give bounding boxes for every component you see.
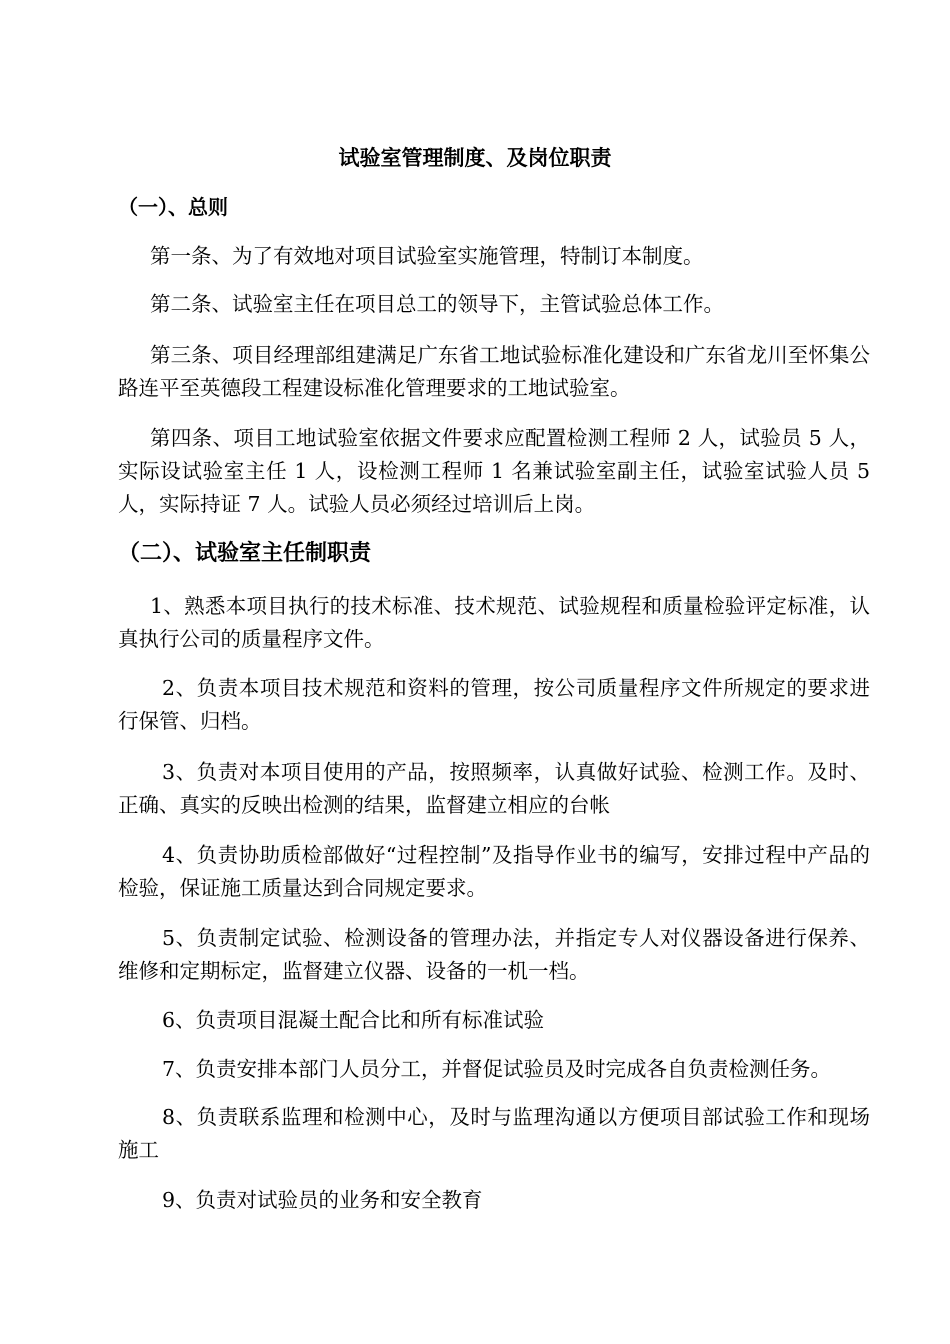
duty-item-8: 8、负责联系监理和检测中心，及时与监理沟通以方便项目部试验工作和现场施工 [118, 1105, 870, 1162]
article-3: 第三条、项目经理部组建满足广东省工地试验标准化建设和广东省龙川至怀集公路连平至英德段工程建设标准化管理要求的工地试验室。 [118, 343, 870, 400]
duty-item-2: 2、负责本项目技术规范和资料的管理，按公司质量程序文件所规定的要求进行保管、归档。 [118, 676, 870, 733]
article-1: 第一条、为了有效地对项目试验室实施管理，特制订本制度。 [150, 244, 704, 268]
section-heading-director-duties: （二）、试验室主任制职责 [118, 541, 372, 566]
duty-item-7: 7、负责安排本部门人员分工，并督促试验员及时完成各自负责检测任务。 [162, 1057, 832, 1081]
duty-item-5: 5、负责制定试验、检测设备的管理办法，并指定专人对仪器设备进行保养、维修和定期标定，监督建立仪器、设备的一机一档。 [118, 926, 870, 983]
duty-item-9: 9、负责对试验员的业务和安全教育 [162, 1188, 483, 1212]
duty-item-3: 3、负责对本项目使用的产品，按照频率，认真做好试验、检测工作。及时、正确、真实的反映出检测的结果，监督建立相应的台帐 [118, 760, 870, 817]
article-2: 第二条、试验室主任在项目总工的领导下，主管试验总体工作。 [150, 292, 724, 316]
duty-item-4: 4、负责协助质检部做好“过程控制”及指导作业书的编写，安排过程中产品的检验，保证施工质量达到合同规定要求。 [118, 843, 870, 900]
document-title: 试验室管理制度、及岗位职责 [338, 146, 612, 170]
duty-item-1: 1、熟悉本项目执行的技术标准、技术规范、试验规程和质量检验评定标准，认真执行公司的质量程序文件。 [118, 594, 870, 651]
duty-item-6: 6、负责项目混凝土配合比和所有标准试验 [162, 1008, 545, 1032]
section-heading-general: （一）、总则 [118, 195, 228, 219]
article-4: 第四条、项目工地试验室依据文件要求应配置检测工程师 2 人，试验员 5 人，实际设试验室主任 1 人，设检测工程师 1 名兼试验室副主任，试验室试验人员 5 人，实际持证 7 人。试验人员必须经过培训后上岗。 [118, 426, 870, 516]
